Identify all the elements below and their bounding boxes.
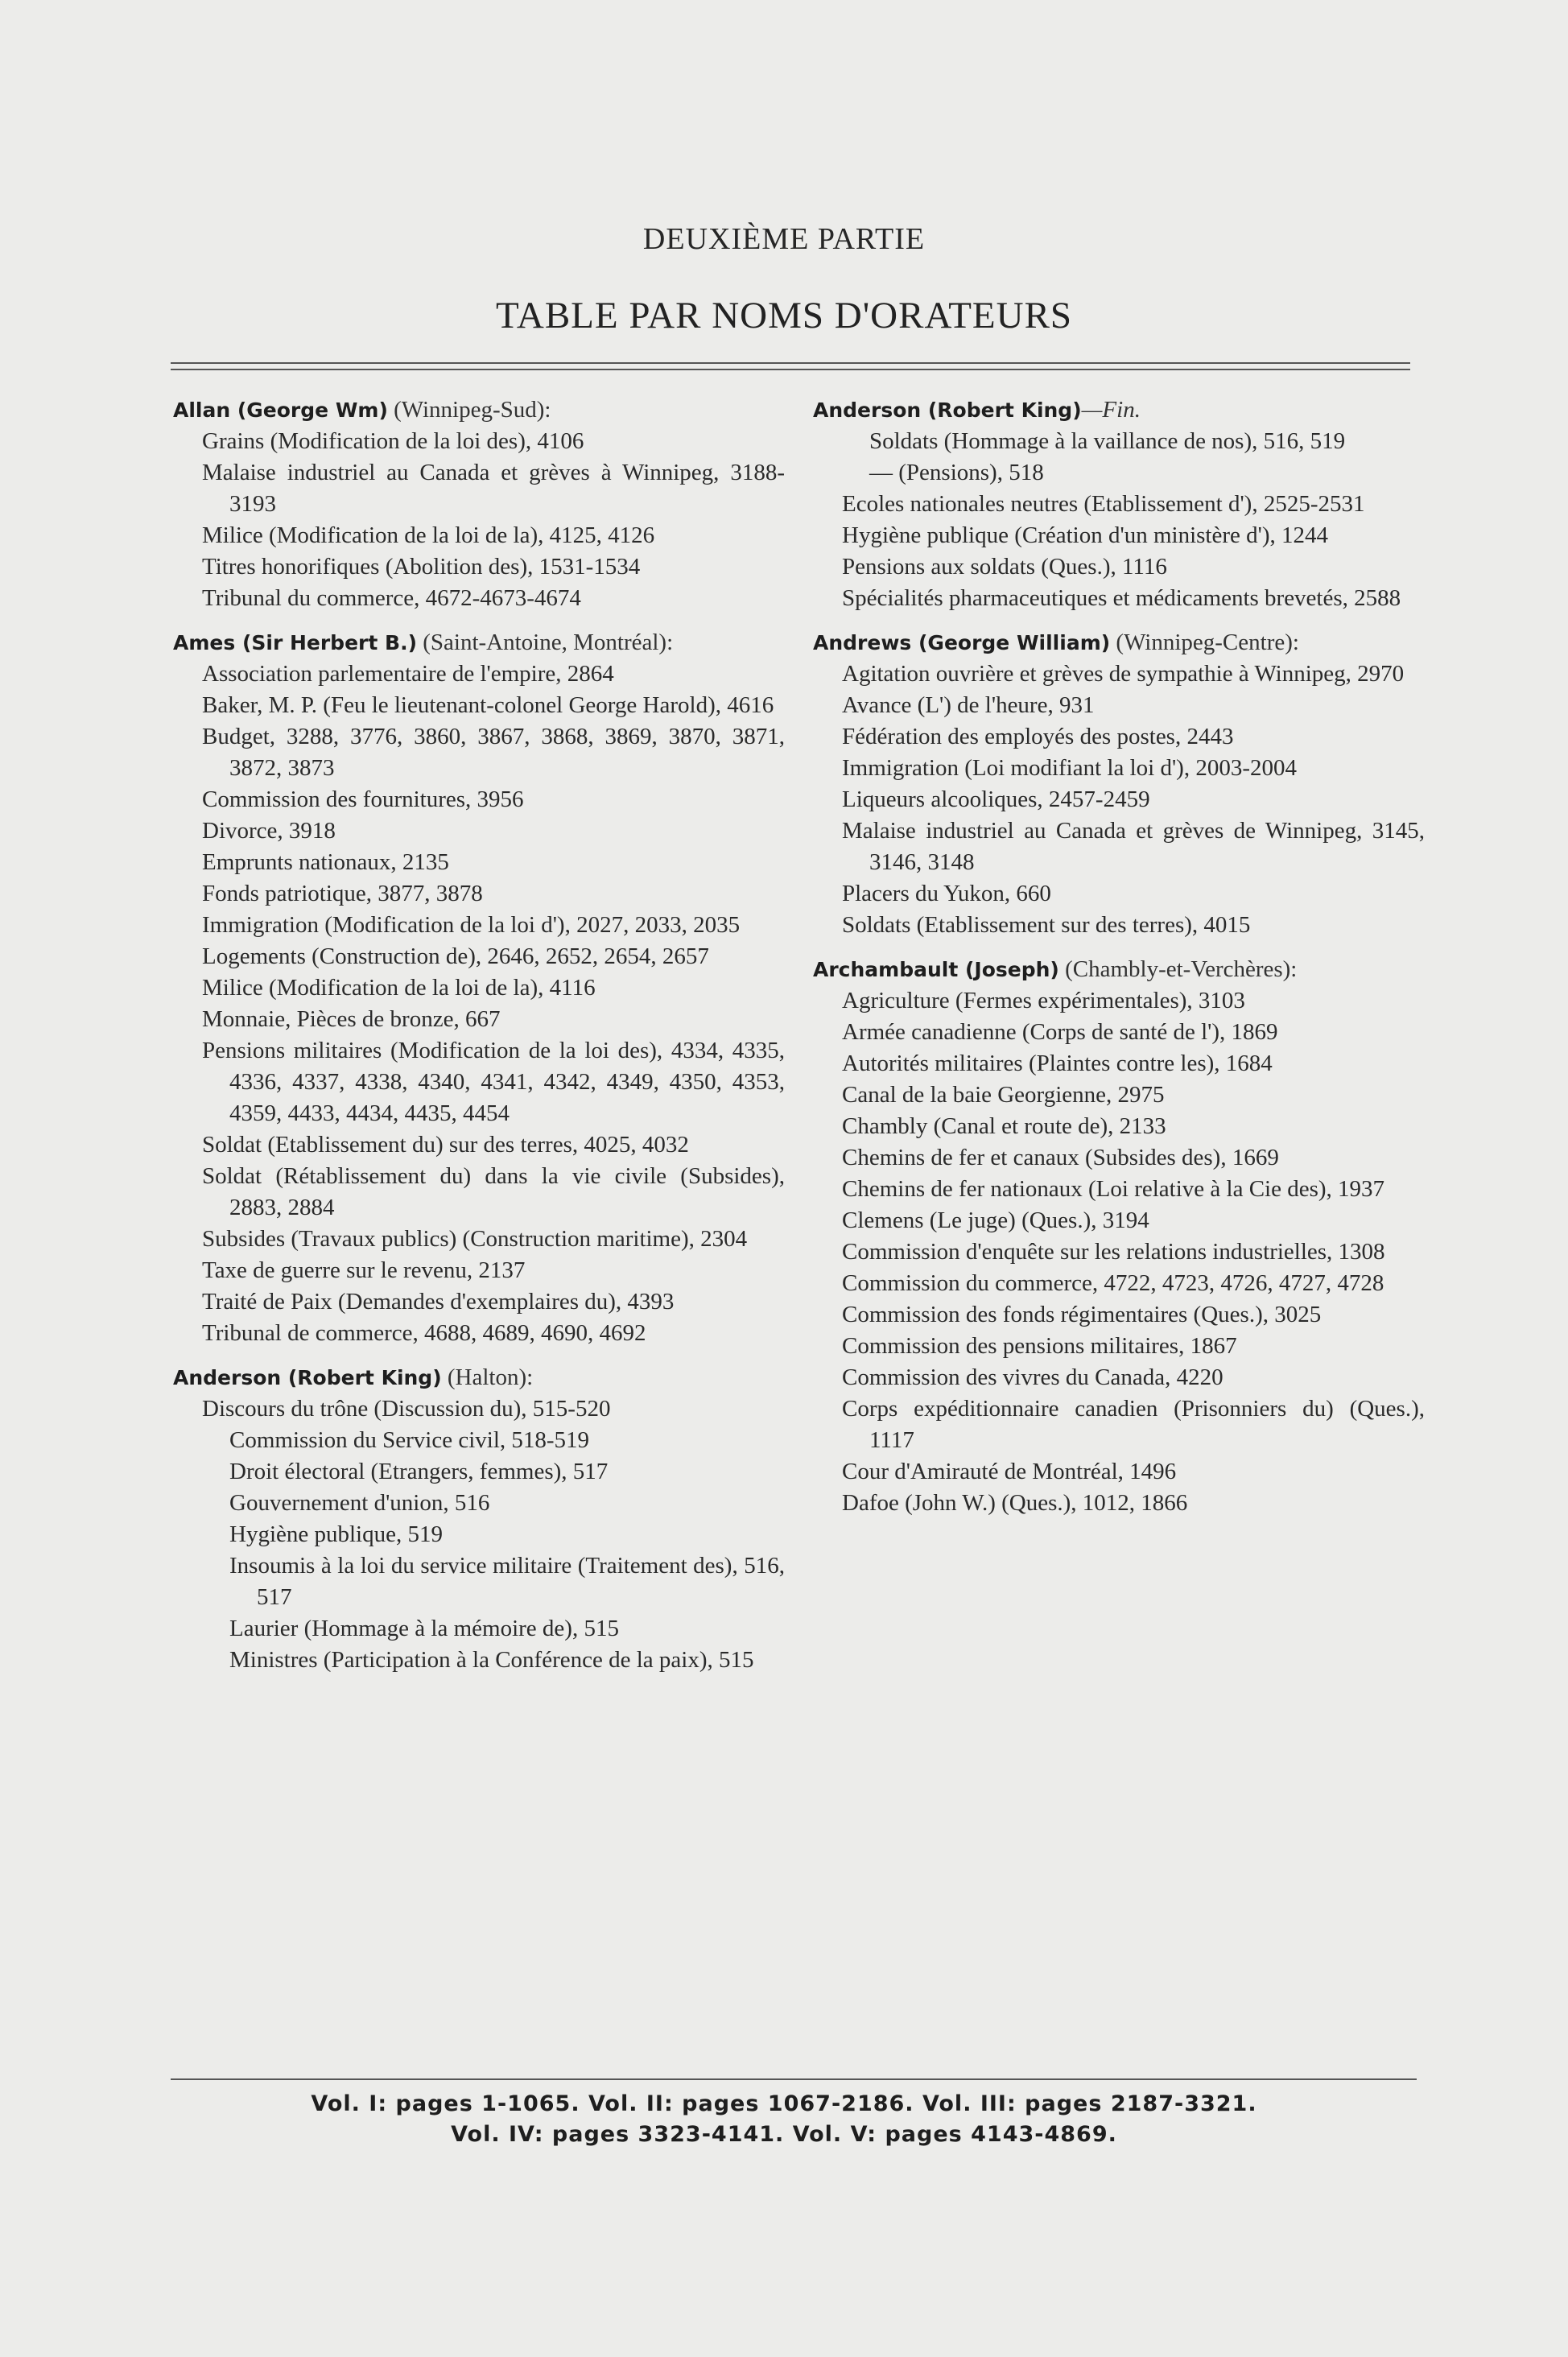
speaker-riding: (Winnipeg-Centre):: [1116, 629, 1299, 655]
index-item: Fonds patriotique, 3877, 3878: [202, 881, 483, 906]
index-item: Liqueurs alcooliques, 2457-2459: [842, 786, 1150, 812]
index-item: Commission des vivres du Canada, 4220: [842, 1364, 1223, 1390]
speaker-name: Andrews (George William): [813, 631, 1111, 654]
index-item: Monnaie, Pièces de bronze, 667: [202, 1006, 501, 1032]
index-item: Fédération des employés des postes, 2443: [842, 724, 1234, 749]
index-item: Cour d'Amirauté de Montréal, 1496: [842, 1459, 1177, 1484]
volume-index-line-2: Vol. IV: pages 3323-4141. Vol. V: pages 4143-4869.: [451, 2122, 1117, 2147]
speaker-heading: [173, 394, 785, 426]
speaker-entry: [813, 954, 1425, 1519]
index-item: Droit électoral (Etrangers, femmes), 517: [229, 1459, 609, 1484]
speaker-riding: (Chambly-et-Verchères):: [1065, 956, 1298, 982]
index-item: Commission du Service civil, 518-519: [229, 1427, 590, 1453]
speaker-heading: [173, 627, 785, 658]
speaker-heading: [173, 1362, 785, 1393]
speaker-heading: [813, 954, 1425, 985]
index-item: Agitation ouvrière et grèves de sympathie à Winnipeg, 2970: [842, 661, 1405, 687]
speaker-name: Anderson (Robert King): [813, 398, 1082, 422]
index-item: Commission des fonds régimentaires (Ques.), 3025: [842, 1302, 1322, 1327]
index-item: Titres honorifiques (Abolition des), 1531-1534: [202, 554, 641, 580]
index-item: Subsides (Travaux publics) (Construction maritime), 2304: [202, 1226, 748, 1252]
index-item: Commission du commerce, 4722, 4723, 4726, 4727, 4728: [842, 1270, 1384, 1296]
index-item: Immigration (Loi modifiant la loi d'), 2003-2004: [842, 755, 1297, 781]
speaker-heading: [813, 627, 1425, 658]
index-item: Spécialités pharmaceutiques et médicaments brevetés, 2588: [842, 585, 1401, 611]
speaker-entry: [813, 394, 1425, 614]
speaker-riding: (Saint-Antoine, Montréal):: [423, 629, 674, 655]
index-item: Agriculture (Fermes expérimentales), 3103: [842, 988, 1245, 1013]
index-item: — (Pensions), 518: [869, 460, 1044, 485]
index-item: Autorités militaires (Plaintes contre les), 1684: [842, 1051, 1273, 1076]
left-column: [173, 394, 785, 1689]
index-item: Tribunal du commerce, 4672-4673-4674: [202, 585, 581, 611]
index-item: Taxe de guerre sur le revenu, 2137: [202, 1257, 526, 1283]
index-item: Commission d'enquête sur les relations industrielles, 1308: [842, 1239, 1385, 1265]
index-item: Emprunts nationaux, 2135: [202, 849, 449, 875]
index-item: Commission des pensions militaires, 1867: [842, 1333, 1237, 1359]
index-item: Soldats (Hommage à la vaillance de nos), 516, 519: [869, 428, 1346, 454]
index-item: Dafoe (John W.) (Ques.), 1012, 1866: [842, 1490, 1188, 1516]
index-item: Milice (Modification de la loi de la), 4125, 4126: [202, 522, 655, 548]
index-item: Baker, M. P. (Feu le lieutenant-colonel George Harold), 4616: [202, 692, 774, 718]
title-double-rule: [171, 362, 1410, 370]
speaker-riding: —Fin.: [1081, 397, 1141, 423]
index-item: Hygiène publique, 519: [229, 1521, 443, 1547]
index-item: Clemens (Le juge) (Ques.), 3194: [842, 1207, 1149, 1233]
speaker-riding: (Winnipeg-Sud):: [394, 397, 551, 423]
speaker-entry: [813, 627, 1425, 941]
index-item: Budget, 3288, 3776, 3860, 3867, 3868, 3869, 3870, 3871, 3872, 3873: [202, 724, 785, 781]
page-title: TABLE PAR NOMS D'ORATEURS: [495, 295, 1073, 336]
index-item: Hygiène publique (Création d'un ministère d'), 1244: [842, 522, 1329, 548]
index-item: Milice (Modification de la loi de la), 4116: [202, 975, 596, 1001]
index-item: Tribunal de commerce, 4688, 4689, 4690, 4692: [202, 1320, 646, 1346]
index-item: Ecoles nationales neutres (Etablissement d'), 2525-2531: [842, 491, 1365, 517]
volume-index-line-1: Vol. I: pages 1-1065. Vol. II: pages 1067-2186. Vol. III: pages 2187-3321.: [311, 2091, 1257, 2116]
index-item: Discours du trône (Discussion du), 515-520: [202, 1396, 611, 1422]
index-item: Soldat (Rétablissement du) dans la vie civile (Subsides), 2883, 2884: [202, 1163, 785, 1220]
speaker-riding: (Halton):: [447, 1364, 534, 1390]
index-item: Immigration (Modification de la loi d'), 2027, 2033, 2035: [202, 912, 741, 938]
index-item: Logements (Construction de), 2646, 2652, 2654, 2657: [202, 943, 709, 969]
speaker-entry: [173, 394, 785, 614]
speaker-name: Ames (Sir Herbert B.): [173, 631, 417, 654]
index-item: Chemins de fer et canaux (Subsides des), 1669: [842, 1145, 1279, 1170]
index-item: Pensions militaires (Modification de la loi des), 4334, 4335, 4336, 4337, 4338, 4340, 4341, 4342, 4349, 4350, 4353, 4359, 4433, 4434, 4435, 4454: [202, 1038, 785, 1126]
index-item: Insoumis à la loi du service militaire (Traitement des), 516, 517: [229, 1553, 785, 1610]
index-item: Traité de Paix (Demandes d'exemplaires du), 4393: [202, 1289, 675, 1315]
right-column: [813, 394, 1425, 1532]
footer-rule: [171, 2078, 1417, 2080]
index-item: Avance (L') de l'heure, 931: [842, 692, 1095, 718]
speaker-name: Archambault (Joseph): [813, 958, 1059, 981]
speaker-entry: [173, 627, 785, 1349]
index-item: Association parlementaire de l'empire, 2864: [202, 661, 614, 687]
speaker-heading: [813, 394, 1425, 426]
index-item: Armée canadienne (Corps de santé de l'), 1869: [842, 1019, 1278, 1045]
index-item: Ministres (Participation à la Conférence de la paix), 515: [229, 1647, 754, 1673]
speaker-entry: [173, 1362, 785, 1676]
index-item: Soldats (Etablissement sur des terres), 4015: [842, 912, 1251, 938]
index-item: Pensions aux soldats (Ques.), 1116: [842, 554, 1167, 580]
index-item: Malaise industriel au Canada et grèves à Winnipeg, 3188-3193: [202, 460, 785, 517]
speaker-name: Anderson (Robert King): [173, 1366, 442, 1389]
index-item: Soldat (Etablissement du) sur des terres, 4025, 4032: [202, 1132, 689, 1158]
index-item: Divorce, 3918: [202, 818, 336, 844]
index-item: Placers du Yukon, 660: [842, 881, 1051, 906]
index-item: Laurier (Hommage à la mémoire de), 515: [229, 1616, 619, 1641]
speaker-name: Allan (George Wm): [173, 398, 388, 422]
index-item: Malaise industriel au Canada et grèves de Winnipeg, 3145, 3146, 3148: [842, 818, 1425, 875]
index-item: Canal de la baie Georgienne, 2975: [842, 1082, 1165, 1108]
index-item: Chambly (Canal et route de), 2133: [842, 1113, 1166, 1139]
index-item: Corps expéditionnaire canadien (Prisonniers du) (Ques.), 1117: [842, 1396, 1425, 1453]
index-item: Gouvernement d'union, 516: [229, 1490, 490, 1516]
part-title: DEUXIÈME PARTIE: [642, 222, 926, 256]
index-item: Grains (Modification de la loi des), 4106: [202, 428, 584, 454]
index-item: Commission des fournitures, 3956: [202, 786, 524, 812]
index-item: Chemins de fer nationaux (Loi relative à la Cie des), 1937: [842, 1176, 1385, 1202]
